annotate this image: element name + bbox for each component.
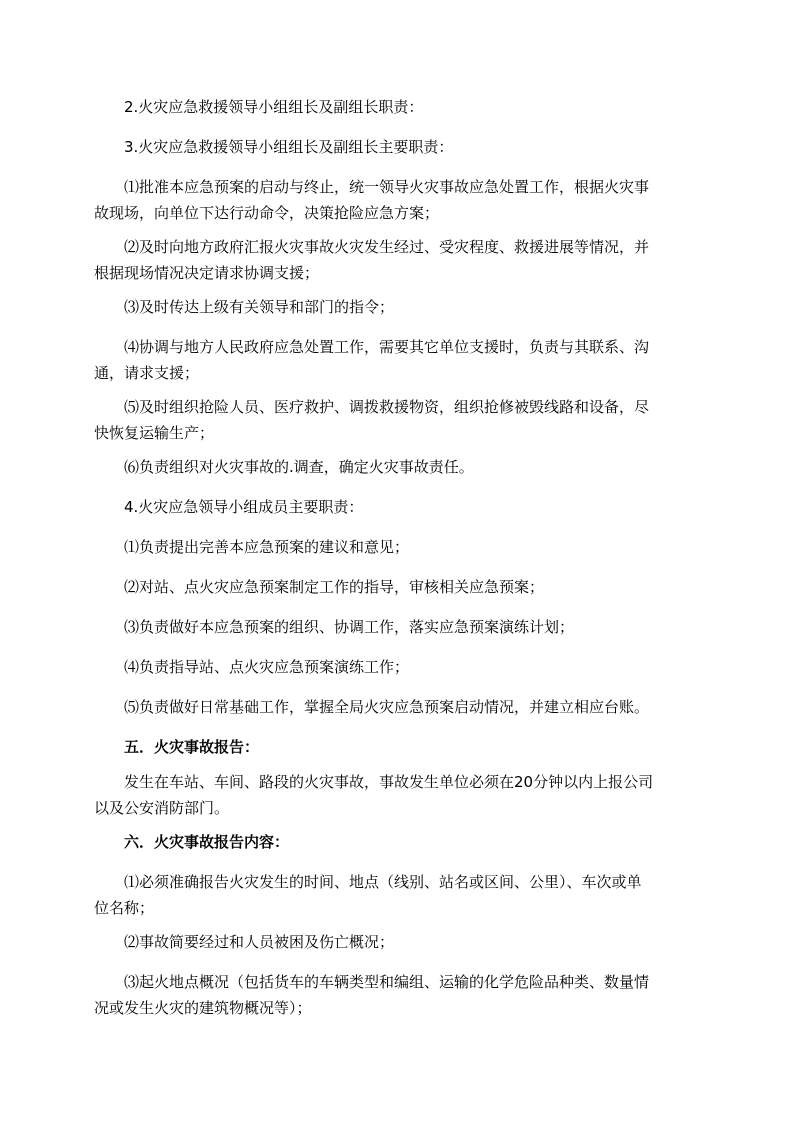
member-item-3 <box>94 614 700 640</box>
text-line: ⑵及时向地方政府汇报火灾事故火灾发生经过、受灾程度、救援进展等情况，并 <box>124 238 650 256</box>
text-line: 以及公安消防部门。 <box>94 799 230 817</box>
text-line: ⑵对站、点火灾应急预案制定工作的指导，审核相关应急预案； <box>124 578 545 596</box>
text-line: 况或发生火灾的建筑物概况等）； <box>94 999 312 1017</box>
text-line: 故现场，向单位下达行动命令，决策抢险应急方案； <box>94 204 440 222</box>
text-line: 根据现场情况决定请求协调支援； <box>94 264 320 282</box>
text-line: ⑷负责指导站、点火灾应急预案演练工作； <box>124 658 410 676</box>
text-line: ⑶起火地点概况（包括货车的车辆类型和编组、运输的化学危险品种类、数量情 <box>124 973 650 991</box>
member-item-4 <box>94 654 700 680</box>
text-line: ⑶负责做好本应急预案的组织、协调工作，落实应急预案演练计划； <box>124 618 575 636</box>
text-line: 通，请求支援； <box>94 364 200 382</box>
list-item-3 <box>94 294 700 320</box>
paragraph-leader-main-duties <box>94 134 700 160</box>
text-line: 3.火灾应急救援领导小组组长及副组长主要职责： <box>124 138 454 156</box>
text-line: 位名称； <box>94 899 155 917</box>
paragraph-leader-duties <box>94 94 700 120</box>
list-item-5 <box>94 394 700 446</box>
text-line: ⑸及时组织抢险人员、医疗救护、调拨救援物资，组织抢修被毁线路和设备，尽 <box>124 398 650 416</box>
text-line: ⑴必须准确报告火灾发生的时间、地点（线别、站名或区间、公里）、车次或单 <box>124 873 642 891</box>
content-item-3 <box>94 969 700 1021</box>
paragraph-member-duties <box>94 494 700 520</box>
text-line: 快恢复运输生产； <box>94 424 215 442</box>
text-line: ⑵事故简要经过和人员被困及伤亡概况； <box>124 933 395 951</box>
section-heading-report <box>94 734 700 760</box>
content-item-2 <box>94 929 700 955</box>
list-item-4 <box>94 334 700 386</box>
text-line: 发生在车站、车间、路段的火灾事故，事故发生单位必须在20分钟以内上报公司 <box>124 773 654 791</box>
member-item-5 <box>94 694 700 720</box>
text-line: 六．火灾事故报告内容： <box>124 833 290 851</box>
list-item-2 <box>94 234 700 286</box>
list-item-6 <box>94 454 700 480</box>
text-line: ⑴批准本应急预案的启动与终止，统一领导火灾事故应急处置工作，根据火灾事 <box>124 178 650 196</box>
text-line: ⑴负责提出完善本应急预案的建议和意见； <box>124 538 410 556</box>
text-line: ⑸负责做好日常基础工作，掌握全局火灾应急预案启动情况，并建立相应台账。 <box>124 698 650 716</box>
text-line: 4.火灾应急领导小组成员主要职责： <box>124 498 364 516</box>
text-line: ⑹负责组织对火灾事故的.调查，确定火灾事故责任。 <box>124 458 474 476</box>
text-line: 五．火灾事故报告： <box>124 738 260 756</box>
list-item-1 <box>94 174 700 226</box>
paragraph-report-rule <box>94 769 700 821</box>
section-heading-report-content <box>94 829 700 855</box>
text-line: ⑷协调与地方人民政府应急处置工作，需要其它单位支援时，负责与其联系、沟 <box>124 338 650 356</box>
text-line: 2.火灾应急救援领导小组组长及副组长职责： <box>124 98 424 116</box>
content-item-1 <box>94 869 700 921</box>
text-line: ⑶及时传达上级有关领导和部门的指令； <box>124 298 395 316</box>
member-item-2 <box>94 574 700 600</box>
member-item-1 <box>94 534 700 560</box>
